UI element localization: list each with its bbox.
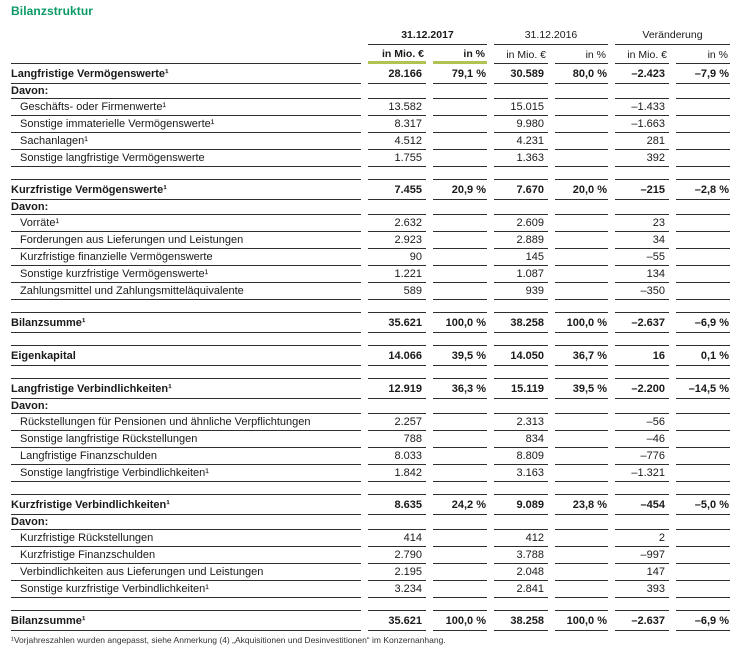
value-pct-cell: –14,5 % — [676, 378, 730, 399]
value-pct-cell — [676, 150, 730, 167]
row-label: Davon: — [11, 515, 361, 530]
value-pct-cell — [555, 215, 608, 232]
value-pct-cell — [676, 116, 730, 133]
value-mio-cell: –2.423 — [615, 64, 669, 84]
value-pct-cell — [433, 530, 487, 547]
value-pct-cell — [555, 431, 608, 448]
value-pct-cell — [676, 431, 730, 448]
table-header-groups — [11, 29, 730, 45]
value-pct-cell: 36,7 % — [555, 345, 608, 366]
value-mio-cell — [494, 515, 548, 530]
value-mio-cell: 3.163 — [494, 465, 548, 482]
value-pct-cell — [555, 547, 608, 564]
row-label: Langfristige Vermögenswerte¹ — [11, 64, 361, 84]
value-mio-cell: –46 — [615, 431, 669, 448]
value-mio-cell: 147 — [615, 564, 669, 581]
table-row — [11, 266, 730, 283]
row-label: Kurzfristige Vermögenswerte¹ — [11, 179, 361, 200]
value-mio-cell: –1.663 — [615, 116, 669, 133]
value-pct-cell — [676, 249, 730, 266]
value-mio-cell: 35.621 — [368, 312, 426, 333]
value-mio-cell: 2.790 — [368, 547, 426, 564]
value-pct-cell: 0,1 % — [676, 345, 730, 366]
value-mio-cell: 281 — [615, 133, 669, 150]
row-label: Davon: — [11, 399, 361, 414]
value-mio-cell: 1.842 — [368, 465, 426, 482]
row-label: Kurzfristige Finanzschulden — [11, 547, 361, 564]
value-mio-cell: –350 — [615, 283, 669, 300]
value-pct-cell: 100,0 % — [433, 312, 487, 333]
column-group-veraenderung: Veränderung — [615, 29, 730, 45]
value-pct-cell — [433, 465, 487, 482]
value-mio-cell: –997 — [615, 547, 669, 564]
value-mio-cell: –215 — [615, 179, 669, 200]
value-mio-cell: 13.582 — [368, 99, 426, 116]
row-label: Vorräte¹ — [11, 215, 361, 232]
value-mio-cell: 2.257 — [368, 414, 426, 431]
value-pct-cell — [555, 414, 608, 431]
value-pct-cell: –2,8 % — [676, 179, 730, 200]
table-row — [11, 133, 730, 150]
value-mio-cell: –2.200 — [615, 378, 669, 399]
value-mio-cell: –2.637 — [615, 312, 669, 333]
value-mio-cell — [368, 399, 426, 414]
value-pct-cell: 20,0 % — [555, 179, 608, 200]
value-pct-cell — [433, 399, 487, 414]
value-pct-cell — [555, 448, 608, 465]
value-pct-cell — [433, 448, 487, 465]
value-mio-cell: 412 — [494, 530, 548, 547]
value-mio-cell: 1.221 — [368, 266, 426, 283]
value-mio-cell: 1.755 — [368, 150, 426, 167]
value-pct-cell — [555, 465, 608, 482]
table-row — [11, 564, 730, 581]
row-label: Langfristige Finanzschulden — [11, 448, 361, 465]
table-body — [11, 64, 730, 631]
value-mio-cell: 2.923 — [368, 232, 426, 249]
row-label: Kurzfristige finanzielle Vermögenswerte — [11, 249, 361, 266]
value-pct-cell — [676, 515, 730, 530]
value-mio-cell: 12.919 — [368, 378, 426, 399]
value-pct-cell — [676, 448, 730, 465]
value-pct-cell: 80,0 % — [555, 64, 608, 84]
value-mio-cell: –1.433 — [615, 99, 669, 116]
table-row — [11, 116, 730, 133]
table-row — [11, 312, 730, 333]
value-pct-cell — [555, 515, 608, 530]
value-pct-cell: 39,5 % — [555, 378, 608, 399]
value-pct-cell — [555, 232, 608, 249]
value-mio-cell: 1.087 — [494, 266, 548, 283]
value-mio-cell: 939 — [494, 283, 548, 300]
value-pct-cell — [555, 530, 608, 547]
row-label: Sachanlagen¹ — [11, 133, 361, 150]
value-mio-cell: 34 — [615, 232, 669, 249]
value-mio-cell: 8.809 — [494, 448, 548, 465]
value-mio-cell: –776 — [615, 448, 669, 465]
value-pct-cell — [433, 116, 487, 133]
value-mio-cell: 393 — [615, 581, 669, 598]
value-mio-cell: 392 — [615, 150, 669, 167]
value-pct-cell — [555, 133, 608, 150]
value-pct-cell — [433, 581, 487, 598]
value-pct-cell — [676, 200, 730, 215]
row-label: Verbindlichkeiten aus Lieferungen und Leistungen — [11, 564, 361, 581]
sub-column-header: in % — [555, 46, 608, 64]
row-label: Langfristige Verbindlichkeiten¹ — [11, 378, 361, 399]
value-pct-cell: 100,0 % — [555, 610, 608, 631]
value-pct-cell — [433, 99, 487, 116]
value-pct-cell — [676, 266, 730, 283]
value-pct-cell — [433, 84, 487, 99]
value-pct-cell — [676, 465, 730, 482]
value-pct-cell: 23,8 % — [555, 494, 608, 515]
value-mio-cell: 23 — [615, 215, 669, 232]
value-mio-cell: 3.234 — [368, 581, 426, 598]
value-pct-cell — [555, 249, 608, 266]
value-mio-cell — [368, 84, 426, 99]
value-mio-cell — [494, 200, 548, 215]
value-pct-cell — [676, 564, 730, 581]
table-row — [11, 378, 730, 399]
value-mio-cell: –55 — [615, 249, 669, 266]
table-row — [11, 414, 730, 431]
value-mio-cell: 14.050 — [494, 345, 548, 366]
value-pct-cell — [433, 215, 487, 232]
value-mio-cell: 3.788 — [494, 547, 548, 564]
row-label: Sonstige kurzfristige Verbindlichkeiten¹ — [11, 581, 361, 598]
value-pct-cell — [555, 84, 608, 99]
value-pct-cell — [433, 547, 487, 564]
value-mio-cell: 8.317 — [368, 116, 426, 133]
value-pct-cell: –6,9 % — [676, 610, 730, 631]
value-pct-cell — [433, 133, 487, 150]
value-mio-cell — [494, 399, 548, 414]
value-mio-cell — [615, 200, 669, 215]
table-header-subcolumns — [11, 45, 730, 64]
value-mio-cell: 90 — [368, 249, 426, 266]
value-pct-cell — [555, 99, 608, 116]
page-title: Bilanzstruktur — [11, 4, 94, 18]
value-mio-cell: –1.321 — [615, 465, 669, 482]
value-mio-cell: 4.231 — [494, 133, 548, 150]
value-pct-cell — [676, 399, 730, 414]
table-row — [11, 494, 730, 515]
value-pct-cell — [676, 133, 730, 150]
value-pct-cell — [676, 547, 730, 564]
table-row — [11, 465, 730, 482]
value-pct-cell — [555, 564, 608, 581]
row-label: Sonstige langfristige Verbindlichkeiten¹ — [11, 465, 361, 482]
value-mio-cell: 8.635 — [368, 494, 426, 515]
value-mio-cell: 589 — [368, 283, 426, 300]
value-pct-cell: 100,0 % — [433, 610, 487, 631]
table-row — [11, 99, 730, 116]
value-pct-cell — [555, 200, 608, 215]
row-label: Sonstige kurzfristige Vermögenswerte¹ — [11, 266, 361, 283]
table-row — [11, 84, 730, 99]
table-row — [11, 515, 730, 530]
value-mio-cell: 35.621 — [368, 610, 426, 631]
table-row — [11, 283, 730, 300]
value-pct-cell — [555, 150, 608, 167]
value-mio-cell: 788 — [368, 431, 426, 448]
sub-column-header: in % — [433, 45, 487, 64]
value-pct-cell — [433, 283, 487, 300]
value-mio-cell: 2.841 — [494, 581, 548, 598]
value-mio-cell: 14.066 — [368, 345, 426, 366]
value-pct-cell: 100,0 % — [555, 312, 608, 333]
value-mio-cell: 145 — [494, 249, 548, 266]
row-label: Sonstige langfristige Vermögenswerte — [11, 150, 361, 167]
footnote: ¹Vorjahreszahlen wurden angepasst, siehe Anmerkung (4) „Akquisitionen und Desinvestitionen“ im Konzernanhang. — [11, 635, 446, 645]
value-mio-cell: 2.889 — [494, 232, 548, 249]
value-mio-cell: 9.980 — [494, 116, 548, 133]
value-pct-cell — [433, 150, 487, 167]
row-label: Kurzfristige Rückstellungen — [11, 530, 361, 547]
value-pct-cell — [676, 99, 730, 116]
value-pct-cell — [676, 84, 730, 99]
row-label: Forderungen aus Lieferungen und Leistungen — [11, 232, 361, 249]
table-row — [11, 200, 730, 215]
value-mio-cell: 414 — [368, 530, 426, 547]
table-row — [11, 530, 730, 547]
value-pct-cell — [433, 232, 487, 249]
value-pct-cell: 24,2 % — [433, 494, 487, 515]
value-pct-cell — [433, 249, 487, 266]
row-label: Kurzfristige Verbindlichkeiten¹ — [11, 494, 361, 515]
value-pct-cell: –7,9 % — [676, 64, 730, 84]
value-pct-cell: –5,0 % — [676, 494, 730, 515]
value-pct-cell — [676, 283, 730, 300]
table-row — [11, 249, 730, 266]
value-pct-cell: 20,9 % — [433, 179, 487, 200]
value-pct-cell — [433, 564, 487, 581]
value-pct-cell — [433, 431, 487, 448]
row-label: Sonstige immaterielle Vermögenswerte¹ — [11, 116, 361, 133]
value-mio-cell: 2.048 — [494, 564, 548, 581]
sub-column-header: in Mio. € — [615, 46, 669, 64]
value-mio-cell: 2.632 — [368, 215, 426, 232]
value-mio-cell: 7.455 — [368, 179, 426, 200]
value-pct-cell — [676, 581, 730, 598]
value-mio-cell: 8.033 — [368, 448, 426, 465]
value-pct-cell — [433, 414, 487, 431]
value-mio-cell: 2.609 — [494, 215, 548, 232]
value-pct-cell: 79,1 % — [433, 64, 487, 84]
value-pct-cell — [555, 399, 608, 414]
value-mio-cell: 16 — [615, 345, 669, 366]
value-mio-cell: 7.670 — [494, 179, 548, 200]
value-mio-cell — [368, 200, 426, 215]
value-mio-cell: 2 — [615, 530, 669, 547]
value-pct-cell — [433, 515, 487, 530]
value-mio-cell: 9.089 — [494, 494, 548, 515]
table-row — [11, 64, 730, 84]
row-label: Geschäfts- oder Firmenwerte¹ — [11, 99, 361, 116]
sub-column-header: in Mio. € — [494, 46, 548, 64]
row-label: Bilanzsumme¹ — [11, 312, 361, 333]
table-row — [11, 581, 730, 598]
table-row — [11, 431, 730, 448]
sub-column-header: in % — [676, 46, 730, 64]
value-mio-cell: 4.512 — [368, 133, 426, 150]
value-mio-cell: 38.258 — [494, 610, 548, 631]
value-mio-cell — [368, 515, 426, 530]
value-pct-cell: 39,5 % — [433, 345, 487, 366]
row-label: Davon: — [11, 84, 361, 99]
value-mio-cell: –2.637 — [615, 610, 669, 631]
table-row — [11, 448, 730, 465]
value-mio-cell: 134 — [615, 266, 669, 283]
row-label: Sonstige langfristige Rückstellungen — [11, 431, 361, 448]
value-pct-cell — [433, 200, 487, 215]
value-pct-cell — [555, 266, 608, 283]
value-mio-cell — [615, 399, 669, 414]
column-group-2017: 31.12.2017 — [368, 29, 487, 45]
table-row — [11, 399, 730, 414]
value-mio-cell — [615, 515, 669, 530]
value-pct-cell — [433, 266, 487, 283]
value-mio-cell: 15.119 — [494, 378, 548, 399]
value-mio-cell: 30.589 — [494, 64, 548, 84]
value-pct-cell: 36,3 % — [433, 378, 487, 399]
value-mio-cell — [615, 84, 669, 99]
value-pct-cell — [555, 116, 608, 133]
value-mio-cell: 2.313 — [494, 414, 548, 431]
table-row — [11, 215, 730, 232]
value-pct-cell — [676, 232, 730, 249]
value-pct-cell: –6,9 % — [676, 312, 730, 333]
value-mio-cell: 1.363 — [494, 150, 548, 167]
value-pct-cell — [555, 581, 608, 598]
table-row — [11, 610, 730, 631]
table-row — [11, 232, 730, 249]
table-row — [11, 345, 730, 366]
value-pct-cell — [676, 530, 730, 547]
value-mio-cell: 15.015 — [494, 99, 548, 116]
value-pct-cell — [555, 283, 608, 300]
table-row — [11, 150, 730, 167]
header-label-spacer — [11, 29, 361, 45]
sub-column-header: in Mio. € — [368, 45, 426, 64]
table-row — [11, 547, 730, 564]
row-label: Davon: — [11, 200, 361, 215]
value-mio-cell: 834 — [494, 431, 548, 448]
value-mio-cell: 2.195 — [368, 564, 426, 581]
value-mio-cell: 38.258 — [494, 312, 548, 333]
value-mio-cell: –56 — [615, 414, 669, 431]
value-pct-cell — [676, 414, 730, 431]
row-label: Zahlungsmittel und Zahlungsmitteläquivalente — [11, 283, 361, 300]
row-label: Bilanzsumme¹ — [11, 610, 361, 631]
value-mio-cell: 28.166 — [368, 64, 426, 84]
table-row — [11, 179, 730, 200]
value-mio-cell — [494, 84, 548, 99]
row-label: Eigenkapital — [11, 345, 361, 366]
row-label: Rückstellungen für Pensionen und ähnliche Verpflichtungen — [11, 414, 361, 431]
column-group-2016: 31.12.2016 — [494, 29, 608, 45]
value-mio-cell: –454 — [615, 494, 669, 515]
value-pct-cell — [676, 215, 730, 232]
